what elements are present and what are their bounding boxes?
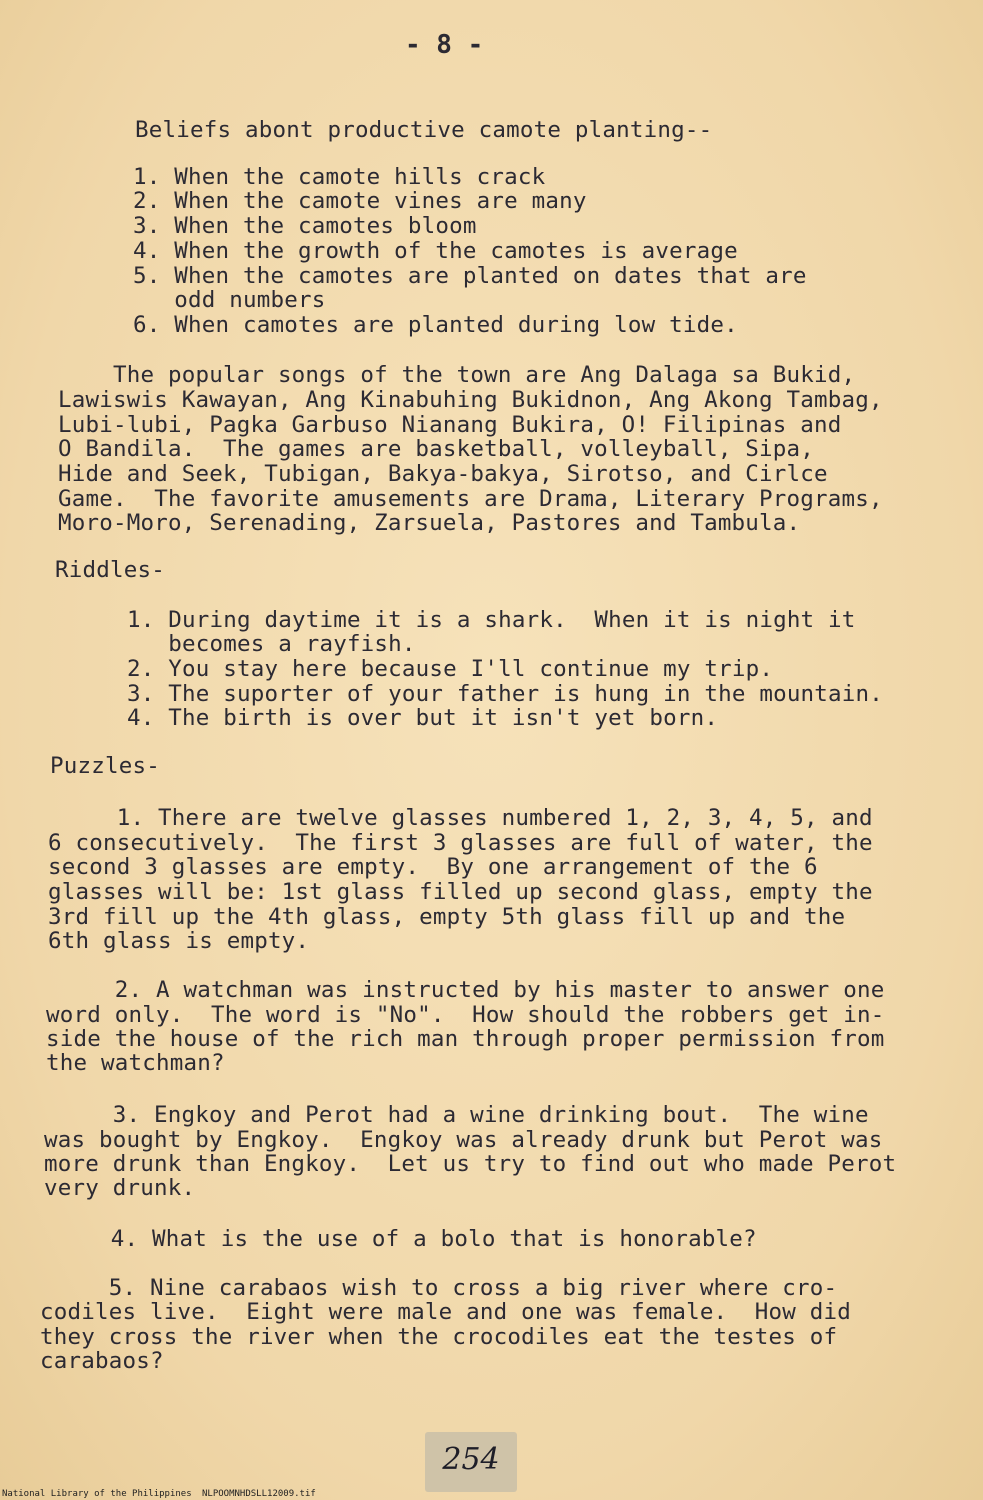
puzzle-line: 1. There are twelve glasses numbered 1, 2, 3, 4, 5, and — [48, 805, 873, 831]
belief-item: 6. When camotes are planted during low tide. — [133, 312, 738, 338]
puzzle-line: 5. Nine carabaos wish to cross a big river where cro- — [40, 1275, 838, 1301]
puzzle-line: 2. A watchman was instructed by his master to answer one — [46, 977, 885, 1003]
puzzle-line: glasses will be: 1st glass filled up second glass, empty the — [48, 879, 873, 905]
puzzle-line: 3. Engkoy and Perot had a wine drinking bout. The wine — [44, 1102, 869, 1128]
footer-library-name: National Library of the Philippines — [2, 1489, 192, 1499]
stamp-number: 254 — [442, 1442, 500, 1477]
riddle-item: 3. The suporter of your father is hung in the mountain. — [127, 681, 884, 707]
puzzle-line: carabaos? — [40, 1348, 164, 1374]
belief-item: odd numbers — [133, 287, 326, 313]
paragraph-line: Moro-Moro, Serenading, Zarsuela, Pastores and Tambula. — [58, 510, 801, 536]
belief-item: 5. When the camotes are planted on dates that are — [133, 263, 807, 289]
belief-item: 3. When the camotes bloom — [133, 213, 477, 239]
paragraph-line: The popular songs of the town are Ang Dalaga sa Bukid, — [58, 362, 856, 388]
puzzle-line: codiles live. Eight were male and one was female. How did — [40, 1299, 852, 1325]
paragraph-line: Hide and Seek, Tubigan, Bakya-bakya, Sirotso, and Cirlce — [58, 461, 828, 487]
riddle-item: 2. You stay here because I'll continue my trip. — [127, 656, 774, 682]
paragraph-line: Game. The favorite amusements are Drama, Literary Programs, — [58, 486, 883, 512]
paragraph-line: Lubi-lubi, Pagka Garbuso Nianang Bukira, O! Filipinas and — [58, 412, 842, 438]
puzzle-line: was bought by Engkoy. Engkoy was already drunk but Perot was — [44, 1127, 883, 1153]
puzzle-line: 6 consecutively. The first 3 glasses are full of water, the — [48, 830, 873, 856]
puzzle-line: 6th glass is empty. — [48, 928, 310, 954]
riddle-item: becomes a rayfish. — [127, 631, 416, 657]
puzzle-line: 3rd fill up the 4th glass, empty 5th glass fill up and the — [48, 904, 846, 930]
footer-file-name: NLPOOMNHDSLL12009.tif — [202, 1489, 316, 1499]
puzzle-line: the watchman? — [46, 1050, 225, 1076]
beliefs-heading: Beliefs abont productive camote planting-- — [135, 117, 713, 143]
riddle-item: 1. During daytime it is a shark. When it is night it — [127, 607, 856, 633]
archive-stamp — [425, 1432, 517, 1492]
riddles-heading: Riddles- — [55, 557, 165, 583]
paragraph-line: O Bandila. The games are basketball, volleyball, Sipa, — [58, 436, 815, 462]
page-number: - 8 - — [405, 30, 484, 60]
puzzle-line: side the house of the rich man through proper permission from — [46, 1026, 885, 1052]
puzzle-line: 4. What is the use of a bolo that is honorable? — [42, 1226, 757, 1252]
riddle-item: 4. The birth is over but it isn't yet born. — [127, 705, 719, 731]
paragraph-line: Lawiswis Kawayan, Ang Kinabuhing Bukidnon, Ang Akong Tambag, — [58, 387, 883, 413]
belief-item: 2. When the camote vines are many — [133, 188, 587, 214]
belief-item: 1. When the camote hills crack — [133, 164, 546, 190]
puzzles-heading: Puzzles- — [50, 753, 160, 779]
belief-item: 4. When the growth of the camotes is average — [133, 238, 738, 264]
puzzle-line: very drunk. — [44, 1175, 196, 1201]
puzzle-line: they cross the river when the crocodiles eat the testes of — [40, 1324, 838, 1350]
puzzle-line: word only. The word is "No". How should the robbers get in- — [46, 1002, 885, 1028]
puzzle-line: more drunk than Engkoy. Let us try to find out who made Perot — [44, 1151, 897, 1177]
puzzle-line: second 3 glasses are empty. By one arrangement of the 6 — [48, 854, 818, 880]
